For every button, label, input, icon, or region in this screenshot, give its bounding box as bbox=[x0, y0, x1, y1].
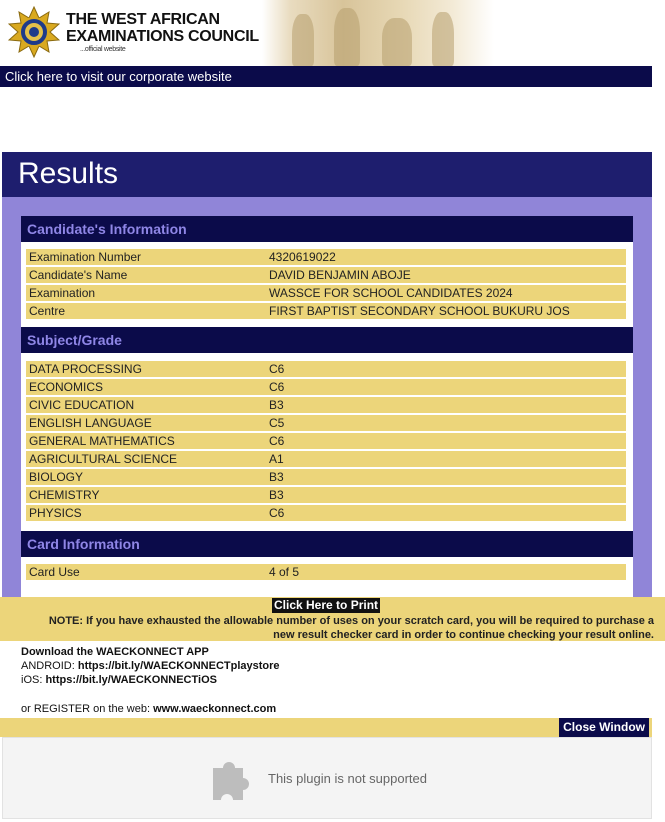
card-info-heading: Card Information bbox=[21, 531, 633, 557]
candidate-info-heading: Candidate's Information bbox=[21, 216, 633, 242]
subject-name: PHYSICS bbox=[29, 506, 82, 520]
note-line1: If you have exhausted the allowable number of uses on your scratch card, you will be required to purchase a bbox=[86, 615, 654, 627]
grade-row bbox=[26, 361, 626, 377]
results-content bbox=[21, 216, 633, 597]
info-row-examination bbox=[26, 285, 626, 301]
subject-grade: B3 bbox=[269, 488, 284, 502]
info-value: 4320619022 bbox=[269, 250, 336, 264]
ios-link[interactable]: https://bit.ly/WAECKONNECTiOS bbox=[45, 674, 217, 686]
results-panel bbox=[2, 197, 652, 597]
info-value: WASSCE FOR SCHOOL CANDIDATES 2024 bbox=[269, 286, 513, 300]
subject-grade-heading: Subject/Grade bbox=[21, 327, 633, 353]
page-title: Results bbox=[2, 152, 652, 197]
org-name bbox=[66, 11, 259, 54]
register-text: or REGISTER on the web: bbox=[21, 703, 154, 715]
grade-row bbox=[26, 433, 626, 449]
org-name-line1: THE WEST AFRICAN bbox=[66, 11, 220, 28]
grade-row bbox=[26, 415, 626, 431]
card-use-row bbox=[26, 564, 626, 580]
close-window-button[interactable]: Close Window bbox=[559, 718, 649, 737]
app-download-info bbox=[21, 645, 280, 687]
subject-name: ECONOMICS bbox=[29, 380, 104, 394]
android-label: ANDROID: bbox=[21, 660, 78, 672]
android-link[interactable]: https://bit.ly/WAECKONNECTplaystore bbox=[77, 660, 280, 672]
org-name-line2: EXAMINATIONS COUNCIL bbox=[66, 28, 259, 45]
grade-row bbox=[26, 505, 626, 521]
plugin-placeholder bbox=[2, 737, 652, 819]
subject-name: GENERAL MATHEMATICS bbox=[29, 434, 175, 448]
subject-grade: C6 bbox=[269, 362, 285, 376]
subject-name: ENGLISH LANGUAGE bbox=[29, 416, 152, 430]
site-header bbox=[0, 0, 665, 66]
grade-row bbox=[26, 379, 626, 395]
subject-name: CHEMISTRY bbox=[29, 488, 100, 502]
banner-photo bbox=[262, 0, 494, 66]
grade-row bbox=[26, 469, 626, 485]
app-heading: Download the WAECKONNECT APP bbox=[21, 646, 209, 658]
print-button[interactable]: Click Here to Print bbox=[274, 598, 379, 612]
info-row-exam-number bbox=[26, 249, 626, 265]
note-lead: NOTE: bbox=[48, 615, 84, 627]
puzzle-piece-icon bbox=[209, 754, 253, 802]
corporate-website-link[interactable]: Click here to visit our corporate website bbox=[0, 66, 652, 87]
grade-row bbox=[26, 397, 626, 413]
info-label: Candidate's Name bbox=[29, 268, 128, 282]
subject-grade: C6 bbox=[269, 434, 285, 448]
grade-row bbox=[26, 451, 626, 467]
subject-grade: A1 bbox=[269, 452, 284, 466]
card-use-value: 4 of 5 bbox=[269, 565, 300, 579]
info-value: DAVID BENJAMIN ABOJE bbox=[269, 268, 411, 282]
subject-name: AGRICULTURAL SCIENCE bbox=[29, 452, 178, 466]
subject-grade: C5 bbox=[269, 416, 285, 430]
org-tagline: ...official website bbox=[80, 46, 126, 53]
subject-grade: C6 bbox=[269, 506, 285, 520]
card-use-label: Card Use bbox=[29, 565, 80, 579]
scratch-card-note bbox=[18, 614, 654, 642]
waec-seal-icon bbox=[8, 6, 60, 58]
info-row-candidate-name bbox=[26, 267, 626, 283]
subject-name: CIVIC EDUCATION bbox=[29, 398, 135, 412]
close-strip bbox=[0, 718, 652, 737]
info-label: Centre bbox=[29, 304, 66, 318]
grade-row bbox=[26, 487, 626, 503]
info-value: FIRST BAPTIST SECONDARY SCHOOL BUKURU JOS bbox=[269, 304, 570, 318]
subject-grade: B3 bbox=[269, 398, 284, 412]
info-label: Examination Number bbox=[29, 250, 142, 264]
subject-name: BIOLOGY bbox=[29, 470, 84, 484]
note-line2: new result checker card in order to continue checking your result online. bbox=[273, 629, 654, 641]
subject-grade: C6 bbox=[269, 380, 285, 394]
plugin-message: This plugin is not supported bbox=[268, 771, 427, 786]
register-info bbox=[21, 702, 276, 716]
info-label: Examination bbox=[29, 286, 96, 300]
info-row-centre bbox=[26, 303, 626, 319]
register-link[interactable]: www.waeckonnect.com bbox=[153, 703, 277, 715]
subject-name: DATA PROCESSING bbox=[29, 362, 142, 376]
subject-grade: B3 bbox=[269, 470, 284, 484]
ios-label: iOS: bbox=[21, 674, 46, 686]
